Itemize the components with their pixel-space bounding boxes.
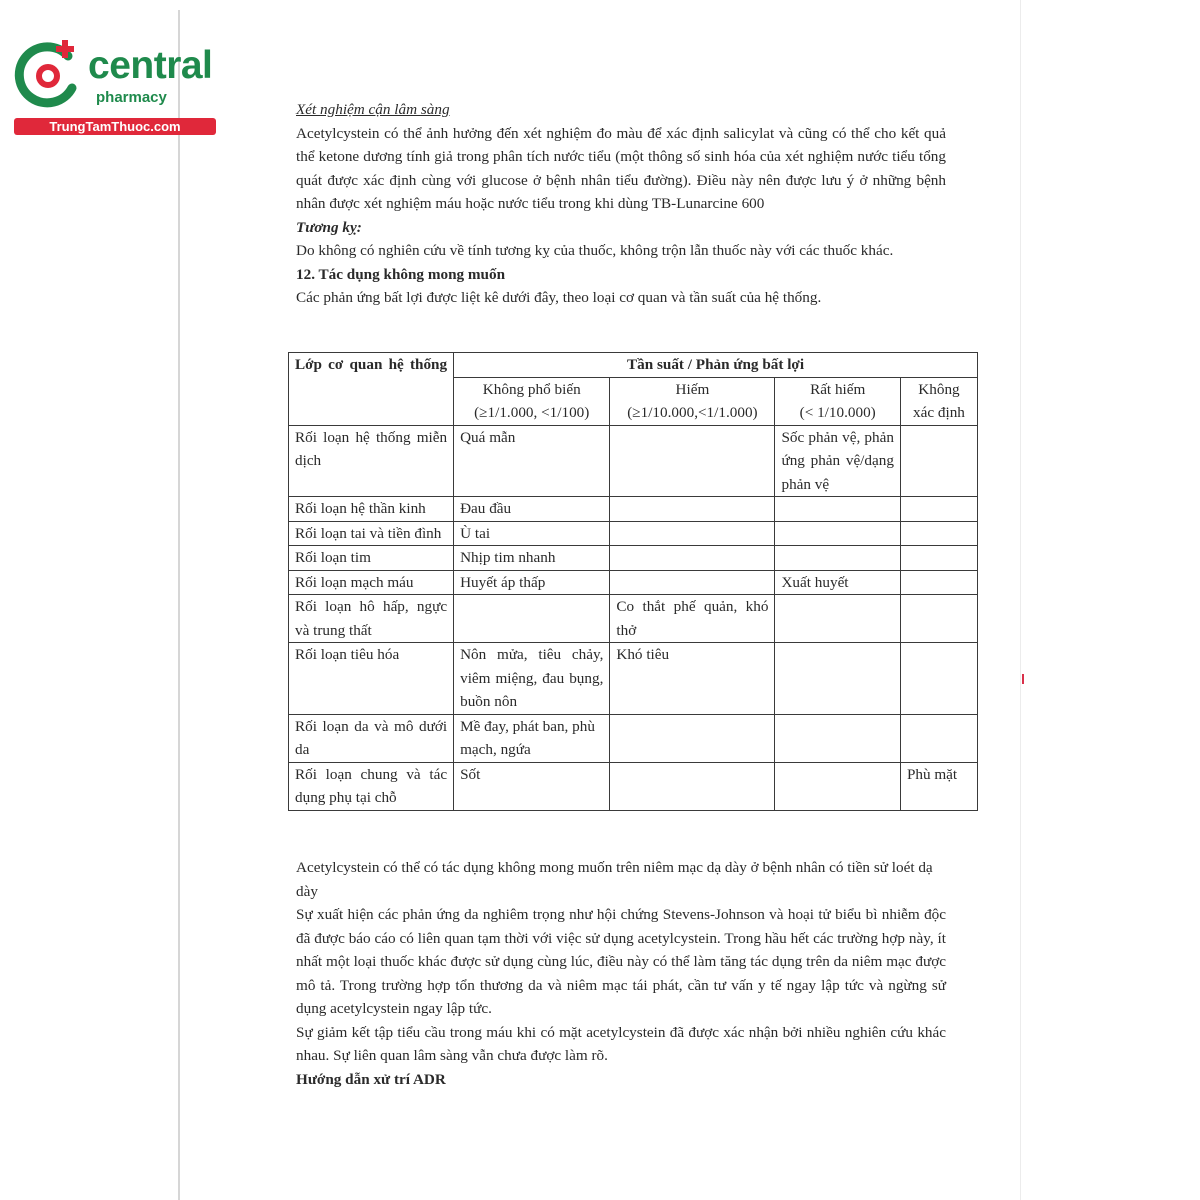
incompat-text: Do không có nghiên cứu về tính tương kỵ của thuốc, không trộn lẫn thuốc này với các thuốc khác. xyxy=(296,242,894,259)
cell-very-rare xyxy=(775,714,900,762)
page-edge-left xyxy=(178,10,180,1200)
cell-very-rare xyxy=(775,762,900,810)
table-row xyxy=(289,546,978,571)
header-frequency: Tần suất / Phản ứng bất lợi xyxy=(454,353,978,378)
cell-unknown: Phù mặt xyxy=(900,762,977,810)
cell-unknown xyxy=(900,570,977,595)
cell-rare: Co thắt phế quản, khó thở xyxy=(610,595,775,643)
cell-unknown xyxy=(900,595,977,643)
table-header-row xyxy=(289,353,978,378)
cell-uncommon: Mề đay, phát ban, phù mạch, ngứa xyxy=(454,714,610,762)
cell-rare: Khó tiêu xyxy=(610,643,775,715)
table-row xyxy=(289,714,978,762)
table-row xyxy=(289,595,978,643)
adr-heading: 12. Tác dụng không mong muốn xyxy=(296,265,506,283)
cell-unknown xyxy=(900,546,977,571)
cell-uncommon: Ù tai xyxy=(454,521,610,546)
margin-mark xyxy=(1022,674,1024,684)
table-row xyxy=(289,643,978,715)
cell-very-rare: Xuất huyết xyxy=(775,570,900,595)
adr-intro: Các phản ứng bất lợi được liệt kê dưới đây, theo loại cơ quan và tần suất của hệ thống. xyxy=(296,289,822,306)
cell-unknown xyxy=(900,425,977,497)
table-row xyxy=(289,425,978,497)
cell-unknown xyxy=(900,521,977,546)
cell-very-rare xyxy=(775,497,900,522)
cell-uncommon: Huyết áp thấp xyxy=(454,570,610,595)
header-organ-class: Lớp cơ quan hệ thống xyxy=(289,353,454,426)
cell-uncommon: Nhịp tim nhanh xyxy=(454,546,610,571)
cell-unknown xyxy=(900,497,977,522)
organ-cell: Rối loạn hệ thần kinh xyxy=(289,497,454,522)
table-row xyxy=(289,497,978,522)
organ-cell: Rối loạn chung và tác dụng phụ tại chỗ xyxy=(289,762,454,810)
lab-text: Acetylcystein có thể ảnh hưởng đến xét nghiệm đo màu để xác định salicylat và cũng có thể cho kết quả thể ketone dương tính giả trong phân tích nước tiểu (một thông số sinh hóa của xét nghiệm nước tiểu tổng quát được xác định cùng với glucose ở bệnh nhân tiểu đường). Điều này nên được lưu ý ở những bệnh nhân được xét nghiệm máu hoặc nước tiểu trong khi dùng TB-Lunarcine 600 xyxy=(296,124,946,212)
cell-unknown xyxy=(900,714,977,762)
paragraph-gastric: Acetylcystein có thể có tác dụng không mong muốn trên niêm mạc dạ dày ở bệnh nhân có tiền sử loét dạ dày xyxy=(296,859,933,900)
document-body xyxy=(296,98,946,310)
cell-rare xyxy=(610,714,775,762)
cell-very-rare: Sốc phản vệ, phản ứng phản vệ/dạng phản vệ xyxy=(775,425,900,497)
organ-cell: Rối loạn tiêu hóa xyxy=(289,643,454,715)
table-row xyxy=(289,521,978,546)
central-pharmacy-logo[interactable] xyxy=(8,36,218,136)
cell-rare xyxy=(610,425,775,497)
organ-cell: Rối loạn mạch máu xyxy=(289,570,454,595)
paragraph-skin-reactions: Sự xuất hiện các phản ứng da nghiêm trọng như hội chứng Stevens-Johnson và hoại tử biểu bì nhiễm độc đã được báo cáo có liên quan tạm thời với việc sử dụng acetylcystein. Trong hầu hết các trường hợp này, ít nhất một loại thuốc khác được sử dụng cùng lúc, điều này có thể làm tăng tác dụng trên da niêm mạc được mô tả. Trong trường hợp tổn thương da và niêm mạc tái phát, cần tư vấn y tế ngay lập tức và ngừng sử dụng acetylcystein ngay lập tức. xyxy=(296,906,946,1017)
header-rare: Hiếm (≥1/10.000,<1/1.000) xyxy=(610,377,775,425)
cell-very-rare xyxy=(775,521,900,546)
incompat-heading: Tương kỵ: xyxy=(296,218,362,236)
cell-rare xyxy=(610,570,775,595)
table-row xyxy=(289,762,978,810)
cell-rare xyxy=(610,521,775,546)
organ-cell: Rối loạn da và mô dưới da xyxy=(289,714,454,762)
header-very-rare: Rất hiếm (< 1/10.000) xyxy=(775,377,900,425)
cell-unknown xyxy=(900,643,977,715)
logo-website[interactable]: TrungTamThuoc.com xyxy=(14,118,216,135)
logo-brand: central xyxy=(88,44,213,87)
logo-subtitle: pharmacy xyxy=(96,89,167,106)
cell-uncommon: Sốt xyxy=(454,762,610,810)
cell-rare xyxy=(610,546,775,571)
cell-uncommon: Nôn mửa, tiêu chảy, viêm miệng, đau bụng, buồn nôn xyxy=(454,643,610,715)
adr-management-heading: Hướng dẫn xử trí ADR xyxy=(296,1070,446,1088)
paragraph-platelet: Sự giảm kết tập tiểu cầu trong máu khi có mặt acetylcystein đã được xác nhận bởi nhiều nghiên cứu khác nhau. Sự liên quan lâm sàng vẫn chưa được làm rõ. xyxy=(296,1023,946,1064)
pharmacy-cross-icon xyxy=(10,38,86,114)
cell-uncommon xyxy=(454,595,610,643)
cell-uncommon: Đau đầu xyxy=(454,497,610,522)
lab-heading: Xét nghiệm cận lâm sàng xyxy=(296,101,450,118)
cell-very-rare xyxy=(775,546,900,571)
organ-cell: Rối loạn hệ thống miễn dịch xyxy=(289,425,454,497)
header-unknown: Không xác định xyxy=(900,377,977,425)
organ-cell: Rối loạn hô hấp, ngực và trung thất xyxy=(289,595,454,643)
cell-rare xyxy=(610,762,775,810)
cell-rare xyxy=(610,497,775,522)
organ-cell: Rối loạn tim xyxy=(289,546,454,571)
cell-very-rare xyxy=(775,643,900,715)
cell-very-rare xyxy=(775,595,900,643)
header-uncommon: Không phổ biến (≥1/1.000, <1/100) xyxy=(454,377,610,425)
after-table-text xyxy=(296,856,946,1091)
page-edge-right xyxy=(1020,0,1021,1200)
adr-table xyxy=(288,352,978,811)
table-row xyxy=(289,570,978,595)
organ-cell: Rối loạn tai và tiền đình xyxy=(289,521,454,546)
cell-uncommon: Quá mẫn xyxy=(454,425,610,497)
